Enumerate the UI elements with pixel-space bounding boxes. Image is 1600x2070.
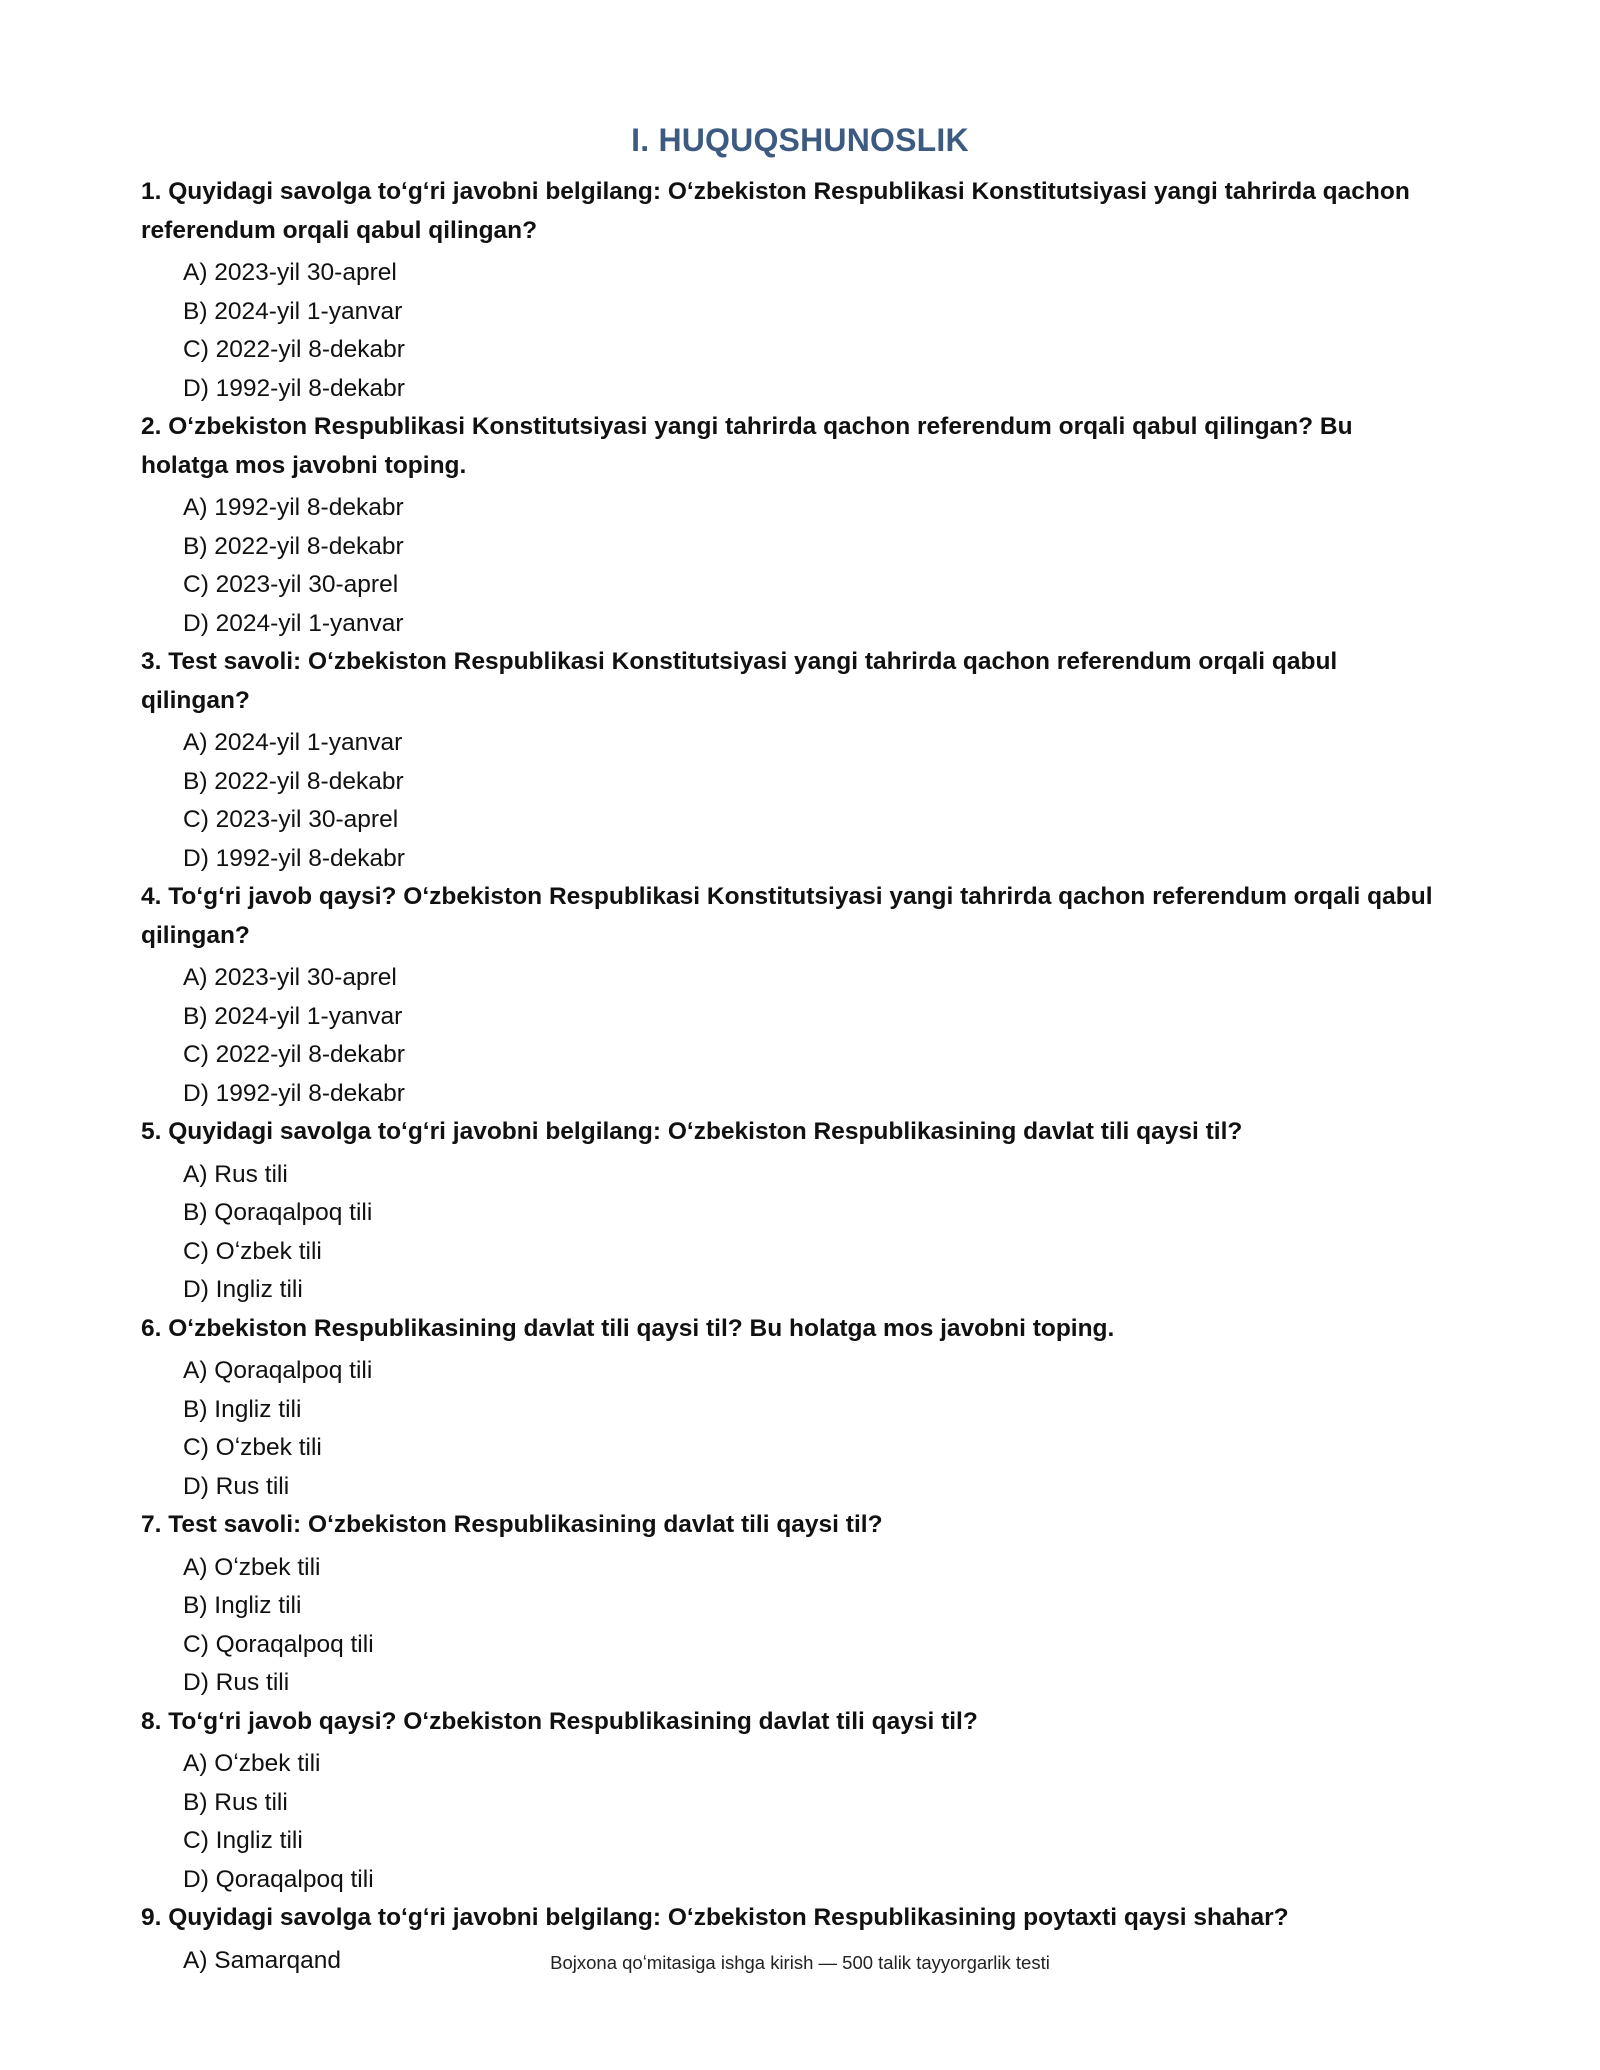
- option-d: D) Rus tili: [183, 1472, 290, 1500]
- question-text: 8. Toʻgʻri javob qaysi? Oʻzbekiston Respublikasining davlat tili qaysi til?: [141, 1707, 978, 1735]
- option-list: [141, 959, 1441, 1113]
- option-list: [141, 724, 1441, 878]
- option-list: [141, 254, 1441, 408]
- question-text: 5. Quyidagi savolga toʻgʻri javobni belgilang: Oʻzbekiston Respublikasining davlat tili qaysi til?: [141, 1118, 1243, 1145]
- option-c: C) 2023-yil 30-aprel: [183, 806, 399, 833]
- question-1: [141, 173, 1441, 408]
- option-a: A) Rus tili: [183, 1160, 288, 1188]
- question-text: 2. Oʻzbekiston Respublikasi Konstitutsiyasi yangi tahrirda qachon referendum orqali qabul qilingan? Bu holatga mos javobni toping.: [141, 413, 1353, 479]
- option-d: D) Ingliz tili: [183, 1276, 303, 1303]
- question-text: 6. Oʻzbekiston Respublikasining davlat tili qaysi til? Bu holatga mos javobni toping.: [141, 1314, 1115, 1342]
- option-a: A) 2024-yil 1-yanvar: [183, 729, 403, 756]
- question-list: [141, 173, 1441, 1980]
- option-d: D) Qoraqalpoq tili: [183, 1865, 374, 1893]
- option-a: A) Samarqand: [183, 1946, 341, 1974]
- option-a: A) Qoraqalpoq tili: [183, 1357, 373, 1384]
- option-list: [141, 1549, 1441, 1703]
- question-4: [141, 878, 1441, 1113]
- option-b: B) Ingliz tili: [183, 1592, 302, 1619]
- question-5: [141, 1113, 1441, 1310]
- question-text: 3. Test savoli: Oʻzbekiston Respublikasi Konstitutsiyasi yangi tahrirda qachon referendum orqali qabul qilingan?: [141, 648, 1338, 714]
- option-b: B) 2024-yil 1-yanvar: [183, 1002, 403, 1030]
- question-text: 4. Toʻgʻri javob qaysi? Oʻzbekiston Respublikasi Konstitutsiyasi yangi tahrirda qachon referendum orqali qabul qilingan?: [141, 883, 1433, 949]
- question-8: [141, 1703, 1441, 1900]
- option-b: B) 2024-yil 1-yanvar: [183, 297, 403, 325]
- option-b: B) Qoraqalpoq tili: [183, 1199, 373, 1226]
- option-d: D) 1992-yil 8-dekabr: [183, 374, 405, 402]
- option-b: B) 2022-yil 8-dekabr: [183, 767, 404, 795]
- section-title: I. HUQUQSHUNOSLIK: [631, 122, 969, 158]
- question-2: [141, 408, 1441, 643]
- option-list: [141, 489, 1441, 643]
- question-6: [141, 1310, 1441, 1507]
- question-3: [141, 643, 1441, 878]
- option-list: [141, 1156, 1441, 1310]
- option-list: [141, 1352, 1441, 1506]
- option-a: A) Oʻzbek tili: [183, 1750, 321, 1777]
- option-c: C) Oʻzbek tili: [183, 1237, 322, 1265]
- option-d: D) 1992-yil 8-dekabr: [183, 1079, 405, 1107]
- option-b: B) Ingliz tili: [183, 1395, 302, 1423]
- question-text: 1. Quyidagi savolga toʻgʻri javobni belgilang: Oʻzbekiston Respublikasi Konstitutsiyasi yangi tahrirda qachon referendum orqali qabul qilingan?: [141, 178, 1410, 244]
- question-text: 7. Test savoli: Oʻzbekiston Respublikasining davlat tili qaysi til?: [141, 1511, 883, 1538]
- option-c: C) 2023-yil 30-aprel: [183, 571, 399, 598]
- option-a: A) 2023-yil 30-aprel: [183, 259, 397, 286]
- option-list: [141, 1745, 1441, 1899]
- option-b: B) Rus tili: [183, 1788, 288, 1816]
- option-c: C) 2022-yil 8-dekabr: [183, 1041, 405, 1068]
- option-d: D) 2024-yil 1-yanvar: [183, 609, 404, 637]
- question-text: 9. Quyidagi savolga toʻgʻri javobni belgilang: Oʻzbekiston Respublikasining poytaxti qaysi shahar?: [141, 1904, 1289, 1931]
- option-a: A) 1992-yil 8-dekabr: [183, 494, 404, 521]
- option-b: B) 2022-yil 8-dekabr: [183, 532, 404, 560]
- option-a: A) 2023-yil 30-aprel: [183, 964, 397, 991]
- question-7: [141, 1506, 1441, 1703]
- option-c: C) 2022-yil 8-dekabr: [183, 336, 405, 363]
- page-footer: Bojxona qoʻmitasiga ishga kirish — 500 talik tayyorgarlik testi: [550, 1952, 1050, 1973]
- option-c: C) Qoraqalpoq tili: [183, 1630, 374, 1658]
- option-c: C) Ingliz tili: [183, 1827, 303, 1854]
- option-c: C) Oʻzbek tili: [183, 1434, 322, 1461]
- option-d: D) 1992-yil 8-dekabr: [183, 844, 405, 872]
- option-a: A) Oʻzbek tili: [183, 1553, 321, 1581]
- option-d: D) Rus tili: [183, 1669, 290, 1696]
